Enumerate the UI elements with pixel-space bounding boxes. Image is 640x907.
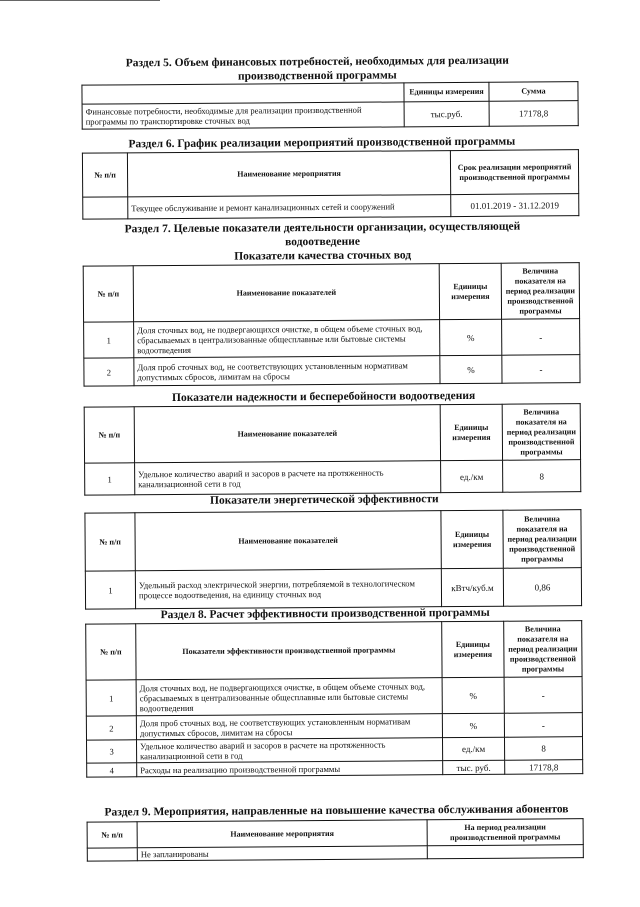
s9-num-header: № п/п	[87, 822, 137, 848]
section-8-title: Раздел 8. Расчет эффективности производственной программы	[160, 606, 490, 622]
table-row	[84, 319, 580, 358]
energy-value-header: Величина показателя на период реализации производственной программы	[503, 510, 581, 569]
reliability-name-header: Наименование показателей	[134, 405, 440, 463]
section-5-title-cont: производственной программы	[237, 69, 397, 83]
energy-subtitle: Показатели энергетической эффективности	[209, 493, 439, 507]
s5-sum-header: Сумма	[489, 82, 578, 102]
quality-num-header: № п/п	[83, 266, 133, 322]
s5-units-header: Единицы измерения	[404, 82, 489, 102]
reliability-value-header: Величина показателя на период реализации производственной программы	[502, 404, 580, 461]
s8-units-header: Единицы измерения	[442, 621, 504, 677]
s5-row-sum: 17178,8	[489, 101, 578, 127]
energy-table	[84, 509, 582, 609]
s8-value-header: Величина показателя на период реализации производственной программы	[504, 621, 582, 678]
s8-num-header: № п/п	[86, 624, 136, 680]
table-row	[85, 460, 581, 495]
quality-subtitle: Показатели качества сточных вод	[234, 249, 412, 263]
row-value: -	[502, 319, 580, 356]
section-6-title: Раздел 6. График реализации мероприятий производственной программы	[128, 135, 516, 151]
s6-term-header: Срок реализации мероприятий производственной программы	[450, 150, 578, 195]
table-row	[84, 355, 580, 386]
row-value: 8	[504, 737, 582, 761]
energy-name-header: Наименование показателей	[135, 511, 441, 571]
row-units: %	[440, 355, 502, 383]
section-8-table	[85, 620, 583, 777]
row-name: Удельное количество аварий и засоров в расчете на протяженность канализационной сети в год	[137, 738, 443, 763]
quality-name-header: Наименование показателей	[133, 264, 439, 322]
quality-value-header: Величина показателя на период реализации производственной программы	[501, 263, 579, 320]
table-row	[87, 737, 583, 763]
section-9-title: Раздел 9. Мероприятия, направленные на повышение качества обслуживания абонентов	[104, 803, 569, 819]
s9-row-num	[87, 848, 137, 861]
section-5-table	[81, 81, 578, 129]
table-row	[87, 760, 583, 777]
s5-empty-header	[82, 83, 404, 104]
row-value: -	[502, 355, 580, 384]
row-units: ед./км	[441, 460, 503, 492]
section-5-title: Раздел 5. Объем финансовых потребностей, необходимых для реализации	[125, 54, 509, 70]
table-row	[85, 568, 581, 609]
section-7-title-cont: водоотведение	[285, 235, 360, 249]
s5-row-units: тыс.руб.	[404, 101, 489, 127]
s9-name-header: Наименование мероприятия	[137, 820, 427, 848]
row-units: ед./км	[442, 737, 504, 760]
row-units: %	[442, 677, 504, 713]
row-num: 1	[85, 463, 135, 495]
s6-name-header: Наименование мероприятия	[127, 151, 450, 197]
row-value: 0,86	[503, 568, 581, 607]
row-value: -	[504, 677, 582, 714]
s9-period-header: На период реализации производственной программы	[427, 819, 583, 846]
row-name: Доля сточных вод, не подвергающихся очистке, в общем объеме сточных вод, сбрасываемых в централизованные общесплавные или бытовые системы водоотведения	[136, 678, 442, 716]
row-name: Расходы на реализацию производственной программы	[137, 761, 443, 777]
energy-units-header: Единицы измерения	[441, 510, 503, 568]
s6-row-name: Текущее обслуживание и ремонт канализационных сетей и сооружений	[128, 195, 451, 219]
row-value: 17178,8	[505, 760, 583, 775]
row-name: Доля сточных вод, не подвергающихся очистке, в общем объеме сточных вод, сбрасываемых в централизованные общесплавные или бытовые системы водоотведения	[134, 320, 440, 358]
row-units: кВтч/куб.м	[441, 568, 503, 606]
row-name: Доля проб сточных вод, не соответствующих установленным нормативам допустимых сбросов, лимитам на сбросы	[134, 356, 440, 386]
s6-row-term: 01.01.2019 - 31.12.2019	[451, 194, 579, 217]
row-num: 3	[87, 740, 137, 763]
reliability-subtitle: Показатели надежности и бесперебойности водоотведения	[171, 389, 476, 405]
s6-num-header: № п/п	[82, 153, 127, 197]
row-num: 4	[87, 763, 137, 777]
row-value: -	[504, 713, 582, 738]
s6-row-num	[83, 197, 128, 219]
reliability-num-header: № п/п	[84, 407, 134, 463]
section-7-title: Раздел 7. Целевые показатели деятельности организации, осуществляющей	[124, 220, 521, 236]
energy-num-header: № п/п	[85, 513, 135, 571]
s5-row-name: Финансовые потребности, необходимые для реализации производственной программы по транспортировке сточных вод	[82, 102, 404, 129]
section-9-table	[87, 818, 584, 861]
table-row	[86, 713, 582, 740]
s9-row-period	[427, 845, 583, 859]
row-num: 1	[84, 322, 134, 358]
quality-table	[83, 262, 581, 386]
row-name: Удельное количество аварий и засоров в расчете на протяженность канализационной сети в год	[135, 461, 441, 495]
row-name: Удельный расход электрической энергии, потребляемой в технологическом процессе водоотведения, на единицу сточных вод	[135, 569, 441, 609]
row-value: 8	[503, 460, 581, 493]
row-num: 1	[85, 571, 135, 609]
reliability-units-header: Единицы измерения	[440, 404, 502, 460]
row-units: %	[440, 319, 502, 355]
row-num: 1	[86, 680, 136, 716]
row-num: 2	[84, 358, 134, 386]
row-units: %	[442, 713, 504, 737]
table-row	[86, 677, 582, 716]
quality-units-header: Единицы измерения	[439, 263, 501, 319]
s9-row-name: Не запланированы	[137, 846, 427, 861]
s8-name-header: Показатели эффективности производственной программы	[136, 622, 442, 680]
row-num: 2	[86, 716, 136, 740]
reliability-table	[84, 403, 582, 495]
row-units: тыс. руб.	[443, 760, 505, 774]
section-6-table	[82, 149, 579, 219]
row-name: Доля проб сточных вод, не соответствующих установленным нормативам допустимых сбросов, лимитам на сбросы	[136, 714, 442, 740]
